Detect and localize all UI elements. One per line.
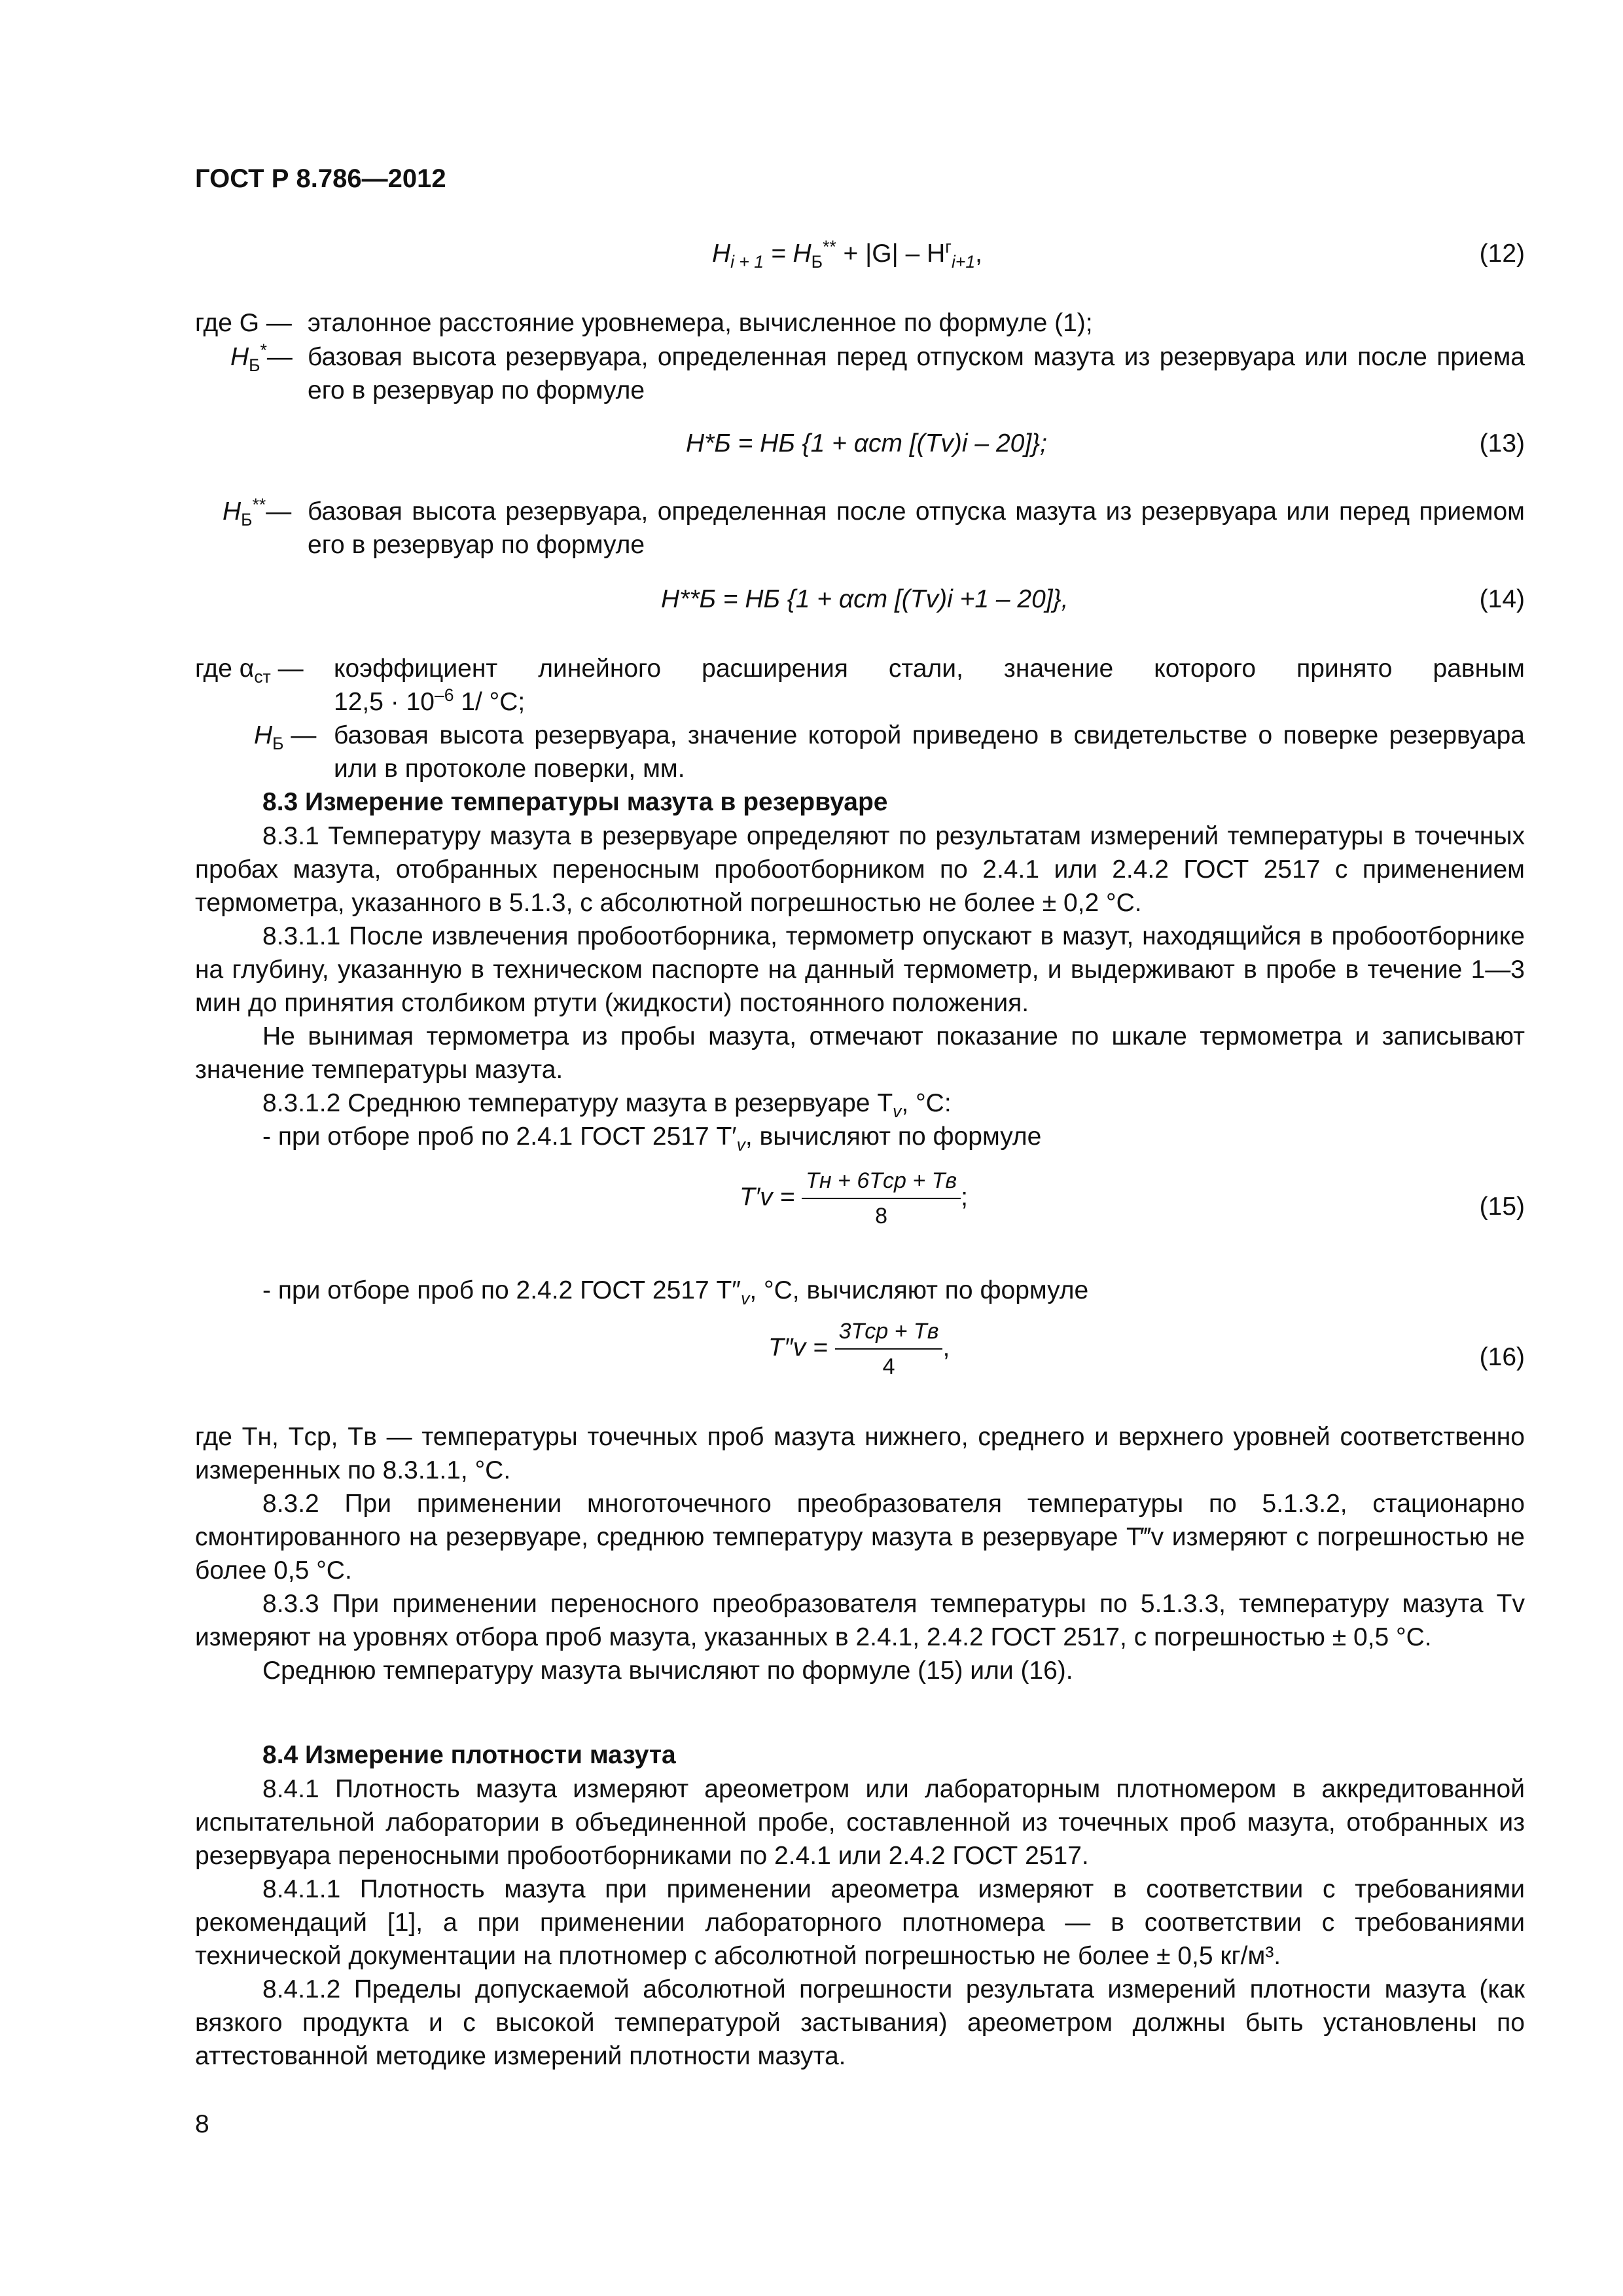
definition-hb1-text: базовая высота резервуара, определенная перед отпуском мазута из резервуара или после приема его в резервуар по формуле — [308, 343, 1525, 404]
equation-13-number: (13) — [1479, 429, 1525, 457]
section-8-3-continued — [195, 1420, 1525, 1687]
paragraph-temperature-definitions: где Tн, Tср, Tв — температуры точечных проб мазута нижнего, среднего и верхнего уровней соответственно измеренных по 8.3.1.1, °С. — [195, 1423, 1525, 1484]
definition-hb-text: базовая высота резервуара, значение которой приведено в свидетельстве о поверке резервуара или в протоколе поверки, мм. — [334, 721, 1525, 783]
equation-12: $H_{i + 1} = H_Б^{**} + |G| - H^г_{i+1}$, — [712, 237, 982, 272]
section-8-3-body — [195, 819, 1525, 1153]
equation-15-number: (15) — [1479, 1193, 1525, 1221]
equation-14-number: (14) — [1479, 585, 1525, 613]
paragraph-8-3-3: 8.3.3 При применении переносного преобразователя температуры по 5.1.3.3, температуру мазута Tv измеряют на уровнях отбора проб мазута, указанных в 2.4.1, 2.4.2 ГОСТ 2517, с погрешностью ± 0,5 °С. — [195, 1590, 1525, 1651]
definition-hb2-text: базовая высота резервуара, определенная после отпуска мазута из резервуара или перед приемом его в резервуар по формуле — [308, 497, 1525, 559]
equation-14: H**Б = HБ {1 + αст [(Tv)i +1 – 20]}, — [661, 585, 1069, 613]
equation-15-fraction: $\frac{\text{Tн + 6Tср + Tв}}{8}$ — [802, 1166, 961, 1230]
definition-hb1-label: $H_Б^*—$ — [230, 340, 293, 375]
definition-alpha-label: где $\alpha_{ст}$ — — [195, 655, 304, 687]
paragraph-8-4-1-1: 8.4.1.1 Плотность мазута при применении ареометра измеряют в соответствии с требованиями рекомендаций [1], а при применении лабораторного плотномера — в соответствии с требованиями технической документации на плотномер с абсолютной погрешностью не более ± 0,5 кг/м³. — [195, 1875, 1525, 1970]
paragraph-8-3-1: 8.3.1 Температуру мазута в резервуаре определяют по результатам измерений температуры в точечных пробах мазута, отобранных переносным пробоотборником по 2.4.1 или 2.4.2 ГОСТ 2517 с применением термометра, указанного в 5.1.3, с абсолютной погрешностью не более ± 0,2 °С. — [195, 822, 1525, 917]
equation-16-fraction: $\frac{\text{3Tср + Tв}}{4}$ — [835, 1317, 943, 1381]
definition-alpha-text: коэффициент линейного расширения стали, значение которого принято равным — [334, 655, 1525, 683]
equation-15: T′v = $\frac{\text{Tн + 6Tср + Tв}}{8}$ ; — [740, 1166, 968, 1230]
definition-hb2-label: $H_Б^{**}—$ — [223, 495, 292, 529]
paragraph-8-3-2: 8.3.2 При применении многоточечного преобразователя температуры по 5.1.3.2, стационарно смонтированного на резервуаре, среднюю температуру мазута в резервуаре T‴v измеряют с погрешностью не более 0,5 °С. — [195, 1490, 1525, 1585]
paragraph-sampling-241: - при отборе проб по 2.4.1 ГОСТ 2517 $T'_v$, вычисляют по формуле — [262, 1122, 1042, 1155]
definition-g-label: где G — — [195, 309, 292, 337]
equation-13: H*Б = HБ {1 + αст [(Tv)i – 20]}; — [686, 429, 1048, 457]
paragraph-8-3-1-1: 8.3.1.1 После извлечения пробоотборника, термометр опускают в мазут, находящийся в пробоотборнике на глубину, указанную в техническом паспорте на данный термометр, и выдерживают в пробе в течение 1—3 мин до принятия столбиком ртути (жидкости) постоянного положения. — [195, 922, 1525, 1017]
paragraph-8-4-1: 8.4.1 Плотность мазута измеряют ареометром или лабораторным плотномером в аккредитованной испытательной лаборатории в объединенной пробе, составленной из точечных проб мазута, отобранных из резервуара переносными пробоотборниками по 2.4.1 или 2.4.2 ГОСТ 2517. — [195, 1775, 1525, 1870]
page-number: 8 — [195, 2110, 209, 2138]
section-8-3-heading: 8.3 Измерение температуры мазута в резервуаре — [262, 788, 888, 816]
paragraph-thermometer-reading: Не вынимая термометра из пробы мазута, отмечают показание по шкале термометра и записывают значение температуры мазута. — [195, 1022, 1525, 1084]
paragraph-sampling-242: - при отборе проб по 2.4.2 ГОСТ 2517 $T''_v$, °С, вычисляют по формуле — [262, 1276, 1089, 1308]
equation-16-number: (16) — [1479, 1343, 1525, 1371]
equation-12-number: (12) — [1479, 240, 1525, 268]
paragraph-sampling-242-block — [195, 1274, 1525, 1307]
paragraph-8-3-1-2: 8.3.1.2 Среднюю температуру мазута в резервуаре $T_v$, °С: — [262, 1089, 952, 1121]
section-8-4-body — [195, 1772, 1525, 2073]
paragraph-8-4-1-2: 8.4.1.2 Пределы допускаемой абсолютной погрешности результата измерений плотности мазута (как вязкого продукта и с высокой температурой застывания) ареометром должны быть установлены по аттестованной методике измерений плотности мазута. — [195, 1975, 1525, 2070]
definition-g-text: эталонное расстояние уровнемера, вычисленное по формуле (1); — [308, 309, 1093, 337]
document-header: ГОСТ Р 8.786—2012 — [195, 164, 446, 193]
section-8-4-heading: 8.4 Измерение плотности мазута — [262, 1741, 676, 1769]
definition-alpha-value: $12,5 \cdot 10^{-6}$ 1/ °С; — [334, 685, 526, 716]
paragraph-average-temperature: Среднюю температуру мазута вычисляют по формуле (15) или (16). — [262, 1657, 1073, 1685]
definition-hb-label: $H_Б$ — — [254, 721, 317, 753]
equation-16: T″v = $\frac{\text{3Tср + Tв}}{4}$ , — [768, 1317, 950, 1381]
